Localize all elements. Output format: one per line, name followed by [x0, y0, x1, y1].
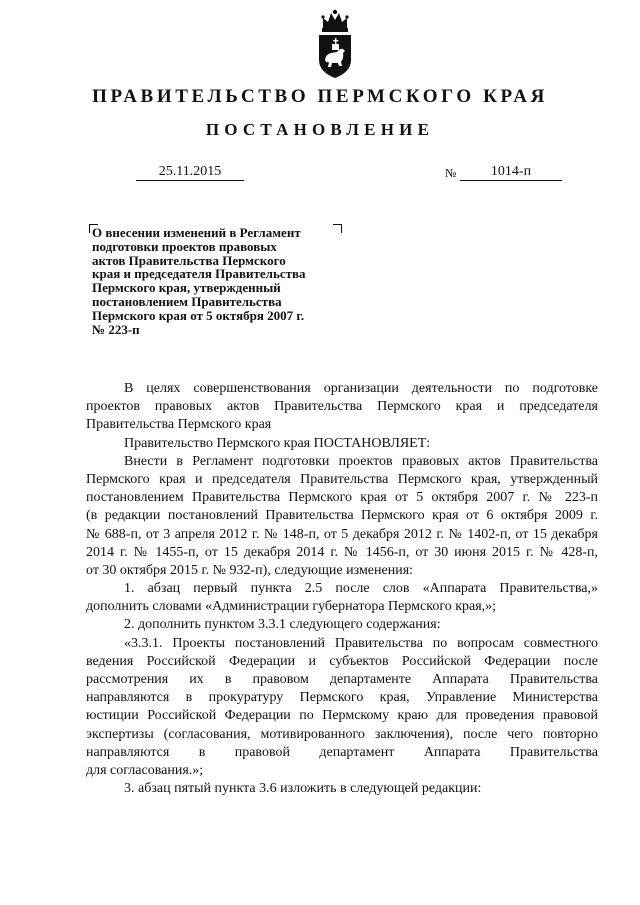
- document-type-title: ПОСТАНОВЛЕНИЕ: [205, 120, 435, 139]
- body-line: постановлением Правительства Пермского края от 5 октября 2007 г. № 223-п: [86, 490, 598, 506]
- body-line: 1. абзац первый пункта 2.5 после слов «Аппарата Правительства,»: [124, 581, 598, 597]
- document-body: [86, 380, 598, 798]
- subject-line: постановлением Правительства: [92, 293, 282, 309]
- body-line: В целях совершенствования организации деятельности по подготовке: [124, 381, 598, 396]
- document-subject: [92, 226, 354, 336]
- body-line: Правительства Пермского края: [86, 417, 272, 433]
- body-line: проектов правовых актов Правительства Пермского края и председателя: [86, 399, 598, 415]
- body-line: 3. абзац пятый пункта 3.6 изложить в следующей редакции:: [124, 781, 482, 797]
- body-line: № 688-п, от 3 апреля 2012 г. № 148-п, от 5 декабря 2012 г. № 1402-п, от 15 декабря: [86, 526, 598, 542]
- document-date: 25.11.2015: [136, 164, 244, 181]
- subject-line: края и председателя Правительства: [92, 266, 306, 282]
- body-line: юстиции Российской Федерации по Пермскому краю для проведения правовой: [86, 708, 598, 724]
- number-sign: №: [445, 166, 457, 180]
- subject-line: № 223-п: [92, 321, 140, 337]
- body-line: Внести в Регламент подготовки проектов правовых актов Правительства: [124, 453, 598, 469]
- body-line: экспертизы (согласования, мотивированного заключения), после чего повторно: [86, 726, 598, 742]
- subject-line: Пермского края от 5 октября 2007 г.: [92, 307, 305, 323]
- body-line: 2. дополнить пунктом 3.3.1 следующего содержания:: [124, 617, 441, 633]
- subject-line: О внесении изменений в Регламент: [92, 225, 301, 240]
- body-line: Пермского края и председателя Правительства Пермского края, утвержденный: [86, 471, 598, 487]
- document-number: 1014-п: [460, 164, 562, 181]
- body-line: дополнить словами «Администрации губернатора Пермского края,»;: [86, 599, 497, 615]
- body-line: ведения Российской Федерации и субъектов Российской Федерации после: [86, 653, 598, 669]
- body-line: рассмотрения их в правовом департаменте Аппарата Правительства: [86, 672, 598, 687]
- subject-line: Пермского края, утвержденный: [92, 280, 281, 296]
- body-line: «3.3.1. Проекты постановлений Правительства по вопросам совместного: [124, 635, 598, 651]
- body-line: направляются в правовой департамент Аппарата Правительства: [86, 744, 598, 760]
- body-line: направляются в прокуратуру Пермского края, Управление Министерства: [86, 690, 598, 706]
- subject-line: актов Правительства Пермского: [92, 252, 286, 268]
- body-line: от 30 октября 2015 г. № 932-п), следующие изменения:: [86, 562, 414, 578]
- body-line: для согласования.»;: [86, 762, 204, 778]
- body-line: (в редакции постановлений Правительства Пермского края от 6 октября 2009 г.: [86, 508, 598, 524]
- body-line: Правительство Пермского края ПОСТАНОВЛЯЕТ:: [124, 435, 431, 451]
- coat-of-arms-icon: [315, 8, 355, 80]
- government-title: ПРАВИТЕЛЬСТВО ПЕРМСКОГО КРАЯ: [92, 86, 548, 107]
- body-line: 2014 г. № 1455-п, от 15 декабря 2014 г. № 1456-п, от 30 июня 2015 г. № 428-п,: [86, 544, 598, 560]
- subject-line: подготовки проектов правовых: [92, 238, 277, 254]
